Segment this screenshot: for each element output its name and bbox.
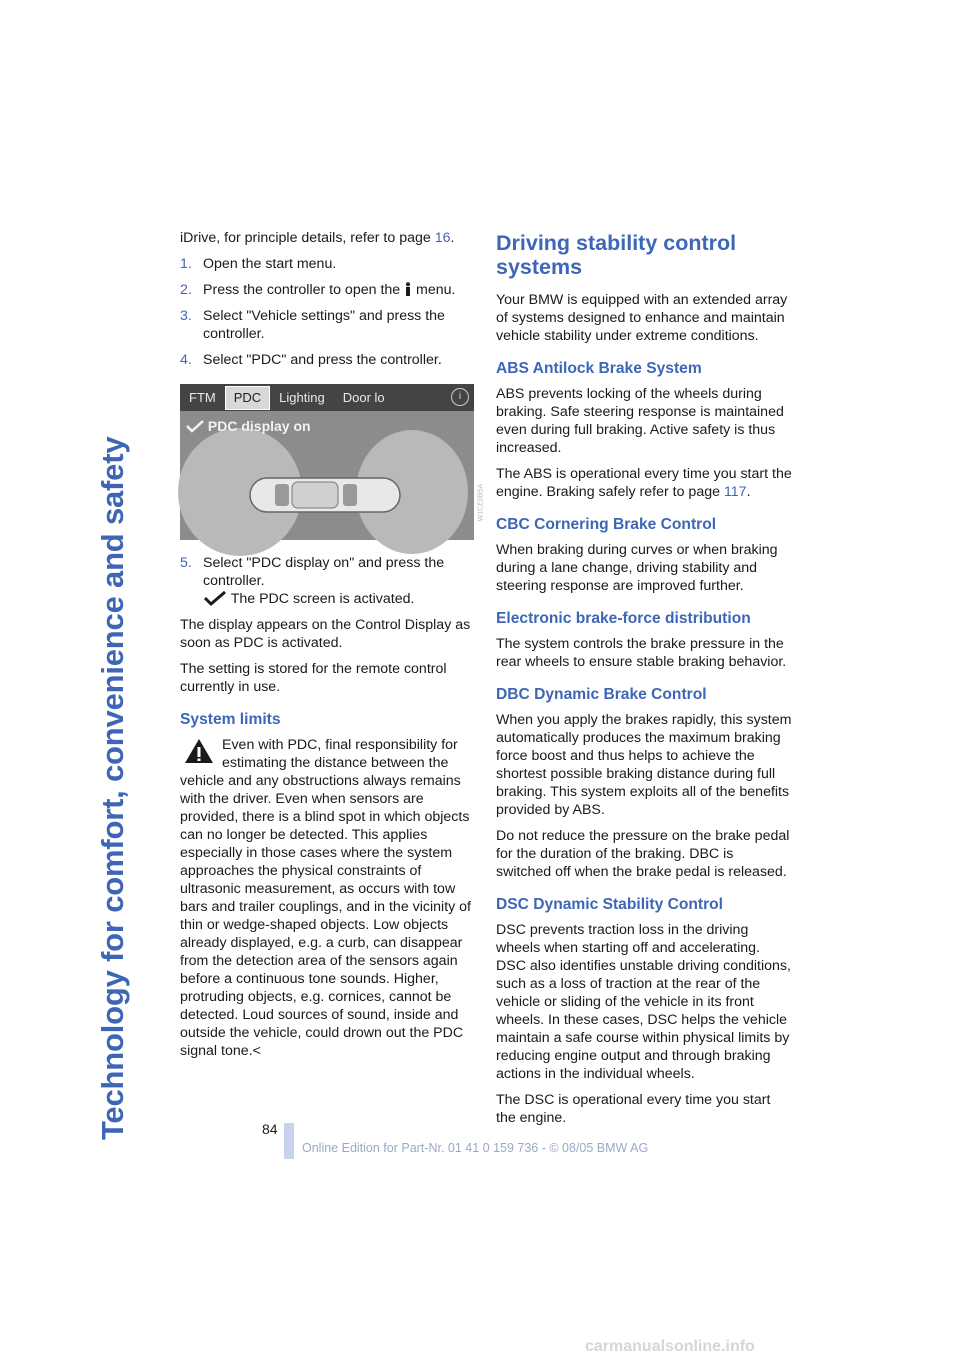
abs-heading: ABS Antilock Brake System bbox=[496, 360, 702, 377]
chapter-side-title: Technology for comfort, convenience and safety bbox=[95, 436, 130, 1140]
menu-tab-door-locks[interactable]: Door lo bbox=[342, 389, 385, 405]
checkmark-icon bbox=[186, 420, 204, 432]
warning-note: Even with PDC, final responsibility for estimating the distance between the vehicle and any obstructions always remains with the driver. Even when sensors are provided, there is a blind spot in which objects can no longer be detected. This applies especially in those cases where the system approaches the physical constraints of ultrasonic measurement, as occurs with tow bars and trailer couplings, and in the vicinity of thin or wedge-shaped objects. Low objects already displayed, e.g. a curb, can disappear from the detection area of the sensors again before a continuous tone sounds. Higher, protruding objects, e.g. cornices, cannot be detected. Loud sources of sound, inside and outside the vehicle, could drown out the PDC signal tone.< bbox=[180, 737, 472, 1059]
info-icon bbox=[404, 282, 412, 296]
menu-tab-lighting[interactable]: Lighting bbox=[279, 389, 325, 405]
pdc-screen-image bbox=[180, 384, 484, 540]
stability-intro: Your BMW is equipped with an extended array of systems designed to enhance and maintain vehicle stability under extreme conditions. bbox=[496, 292, 788, 344]
footer-bar bbox=[284, 1123, 294, 1159]
watermark: carmanualsonline.info bbox=[585, 1338, 755, 1355]
dsc-paragraph-1: DSC prevents traction loss in the driving wheels when starting off and accelerating. DSC also identifies unstable driving conditions, such as a loss of traction at the rear of the vehicle or sliding of the vehicle in its front wheels. In these cases, DSC helps the vehicle maintain a safe course within physical limits by reducing engine output and through braking actions in the individual wheels. bbox=[496, 922, 791, 1082]
image-code: W1CE0B5A bbox=[477, 484, 484, 522]
pdc-menu-bar bbox=[180, 384, 474, 411]
page-link-117[interactable]: 117 bbox=[723, 484, 747, 500]
info-icon[interactable]: i bbox=[451, 388, 469, 406]
dsc-paragraph-2: The DSC is operational every time you start the engine. bbox=[496, 1092, 771, 1126]
abs-paragraph-1: ABS prevents locking of the wheels during braking. Safe steering response is maintained even during full braking. Active safety is thus increased. bbox=[496, 386, 784, 456]
pdc-display-on-option[interactable]: PDC display on bbox=[186, 417, 311, 435]
system-limits-heading: System limits bbox=[180, 711, 281, 728]
intro-paragraph: iDrive, for principle details, refer to page 16. bbox=[180, 230, 455, 246]
step-1: 1. Open the start menu. bbox=[180, 256, 337, 272]
dbc-paragraph-2: Do not reduce the pressure on the brake pedal for the duration of the braking. DBC is switched off when the brake pedal is released. bbox=[496, 828, 790, 880]
dsc-heading: DSC Dynamic Stability Control bbox=[496, 896, 724, 913]
menu-tab-pdc[interactable]: PDC bbox=[225, 386, 270, 410]
remote-paragraph: The setting is stored for the remote control currently in use. bbox=[180, 661, 447, 695]
step-4: 4. Select "PDC" and press the controller. bbox=[180, 352, 442, 368]
warning-triangle-icon bbox=[184, 738, 214, 764]
abs-paragraph-2: The ABS is operational every time you start the engine. Braking safely refer to page 117. bbox=[496, 466, 792, 500]
right-column bbox=[496, 229, 792, 1135]
stability-heading: Driving stability control systems bbox=[496, 231, 737, 279]
page-link-16[interactable]: 16 bbox=[434, 230, 451, 246]
cbc-heading: CBC Cornering Brake Control bbox=[496, 516, 717, 533]
page-number: 84 bbox=[262, 1121, 278, 1137]
menu-tab-ftm[interactable]: FTM bbox=[189, 389, 216, 405]
left-column bbox=[180, 229, 484, 1060]
step-5: 5. Select "PDC display on" and press the controller. The PDC screen is activated. bbox=[180, 555, 445, 607]
step-2: 2. Press the controller to open the menu. bbox=[180, 282, 456, 298]
ebd-heading: Electronic brake-force distribution bbox=[496, 610, 751, 627]
dbc-heading: DBC Dynamic Brake Control bbox=[496, 686, 707, 703]
step-3: 3. Select "Vehicle settings" and press the controller. bbox=[180, 308, 445, 342]
checkmark-icon bbox=[203, 591, 227, 605]
cbc-paragraph: When braking during curves or when braking during a lane change, driving stability and steering response are improved further. bbox=[496, 542, 778, 594]
footer-edition: Online Edition for Part-Nr. 01 41 0 159 736 - © 08/05 BMW AG bbox=[302, 1141, 649, 1155]
display-paragraph: The display appears on the Control Display as soon as PDC is activated. bbox=[180, 617, 471, 651]
ebd-paragraph: The system controls the brake pressure in the rear wheels to ensure stable braking behavior. bbox=[496, 636, 787, 670]
dbc-paragraph-1: When you apply the brakes rapidly, this system automatically produces the maximum braking force boost and thus helps to achieve the shortest possible braking distance during full braking. This system exploits all of the benefits provided by ABS. bbox=[496, 712, 792, 818]
